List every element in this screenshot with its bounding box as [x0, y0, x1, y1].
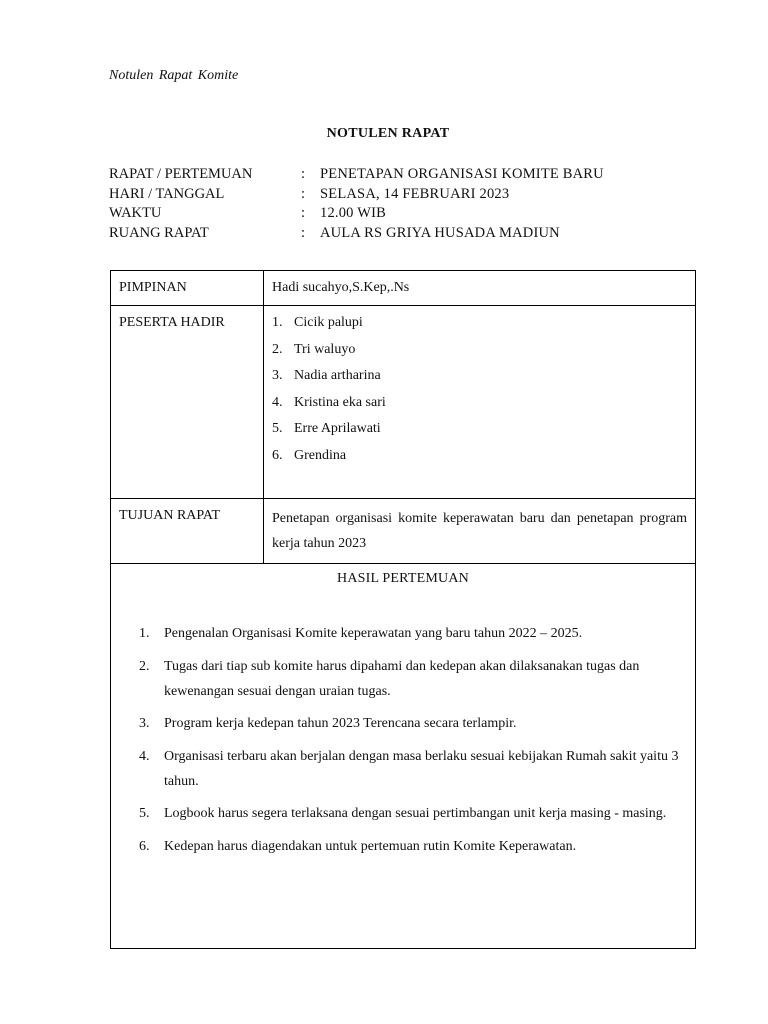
meta-colon: : — [301, 205, 306, 221]
participant-name: Erre Aprilawati — [294, 421, 381, 436]
list-number: 4. — [139, 748, 150, 764]
hasil-cell — [111, 564, 696, 949]
participant-name: Tri waluyo — [294, 341, 356, 357]
list-number: 2. — [272, 341, 283, 357]
meta-label: RUANG RAPAT — [109, 224, 209, 241]
row-hasil — [111, 564, 696, 949]
result-text: Kedepan harus diagendakan untuk pertemuan rutin Komite Keperawatan. — [164, 838, 577, 854]
meta-row-tanggal — [109, 185, 604, 205]
list-item — [264, 390, 695, 417]
row-peserta — [111, 306, 696, 499]
list-item — [264, 416, 695, 443]
cell-value — [264, 271, 696, 306]
row-tujuan — [111, 499, 696, 564]
participant-name: Nadia artharina — [294, 368, 381, 383]
list-item — [111, 744, 695, 794]
meta-row-waktu — [109, 204, 604, 224]
result-text: Program kerja kedepan tahun 2023 Terencana secara terlampir. — [164, 716, 517, 731]
result-text: Logbook harus segera terlaksana dengan sesuai pertimbangan unit kerja masing - masing. — [164, 806, 667, 821]
meta-row-ruang — [109, 224, 604, 244]
meta-value: SELASA, 14 FEBRUARI 2023 — [320, 185, 510, 202]
list-item — [111, 801, 695, 826]
cell-value — [264, 306, 696, 499]
meta-row-rapat — [109, 165, 604, 185]
document-title: NOTULEN RAPAT — [326, 126, 450, 141]
result-text: Organisasi terbaru akan berjalan dengan masa berlaku sesuai kebijakan Rumah sakit yaitu 3 tahun. — [164, 748, 679, 789]
list-number: 4. — [272, 394, 283, 410]
list-number: 6. — [272, 447, 283, 463]
row-pimpinan — [111, 271, 696, 306]
meta-value: 12.00 WIB — [320, 205, 386, 221]
list-number: 2. — [139, 658, 150, 674]
list-item — [264, 337, 695, 364]
pimpinan-value: Hadi sucahyo,S.Kep,.Ns — [272, 280, 410, 295]
meta-colon: : — [301, 224, 306, 241]
list-number: 3. — [272, 368, 283, 383]
list-item — [111, 621, 695, 646]
participant-name: Kristina eka sari — [294, 394, 386, 410]
peserta-list — [264, 306, 695, 469]
cell-label — [111, 271, 264, 306]
running-header: Notulen Rapat Komite — [109, 68, 239, 83]
cell-label — [111, 499, 264, 564]
hasil-list — [111, 621, 695, 859]
meta-colon: : — [301, 185, 306, 202]
list-number: 1. — [139, 626, 150, 641]
meta-value: AULA RS GRIYA HUSADA MADIUN — [320, 224, 560, 241]
result-text: Pengenalan Organisasi Komite keperawatan yang baru tahun 2022 – 2025. — [164, 626, 583, 641]
meeting-meta — [109, 165, 604, 243]
list-item — [111, 834, 695, 859]
list-number: 6. — [139, 838, 150, 854]
list-item — [264, 363, 695, 390]
hasil-title: HASIL PERTEMUAN — [337, 571, 469, 586]
list-number: 5. — [139, 806, 150, 821]
list-item — [111, 711, 695, 736]
participant-name: Grendina — [294, 447, 347, 463]
cell-label — [111, 306, 264, 499]
tujuan-label: TUJUAN RAPAT — [119, 508, 221, 523]
list-item — [264, 443, 695, 470]
minutes-table — [110, 270, 696, 949]
participant-name: Cicik palupi — [294, 315, 363, 330]
list-number: 3. — [139, 716, 150, 731]
cell-value — [264, 499, 696, 564]
tujuan-value: Penetapan organisasi komite keperawatan baru dan penetapan program kerja tahun 2023 — [272, 511, 687, 551]
list-number: 1. — [272, 315, 283, 330]
meta-label: RAPAT / PERTEMUAN — [109, 166, 253, 182]
list-item — [111, 654, 695, 704]
meta-label: WAKTU — [109, 205, 162, 221]
meta-value: PENETAPAN ORGANISASI KOMITE BARU — [320, 166, 604, 182]
meta-colon: : — [301, 166, 306, 182]
list-item — [264, 310, 695, 337]
meta-label: HARI / TANGGAL — [109, 185, 225, 202]
result-text: Tugas dari tiap sub komite harus dipahami dan kedepan akan dilaksanakan tugas dan kewenangan sesuai dengan uraian tugas. — [164, 658, 640, 699]
list-number: 5. — [272, 421, 283, 436]
pimpinan-label: PIMPINAN — [119, 280, 187, 295]
peserta-label: PESERTA HADIR — [119, 315, 225, 330]
